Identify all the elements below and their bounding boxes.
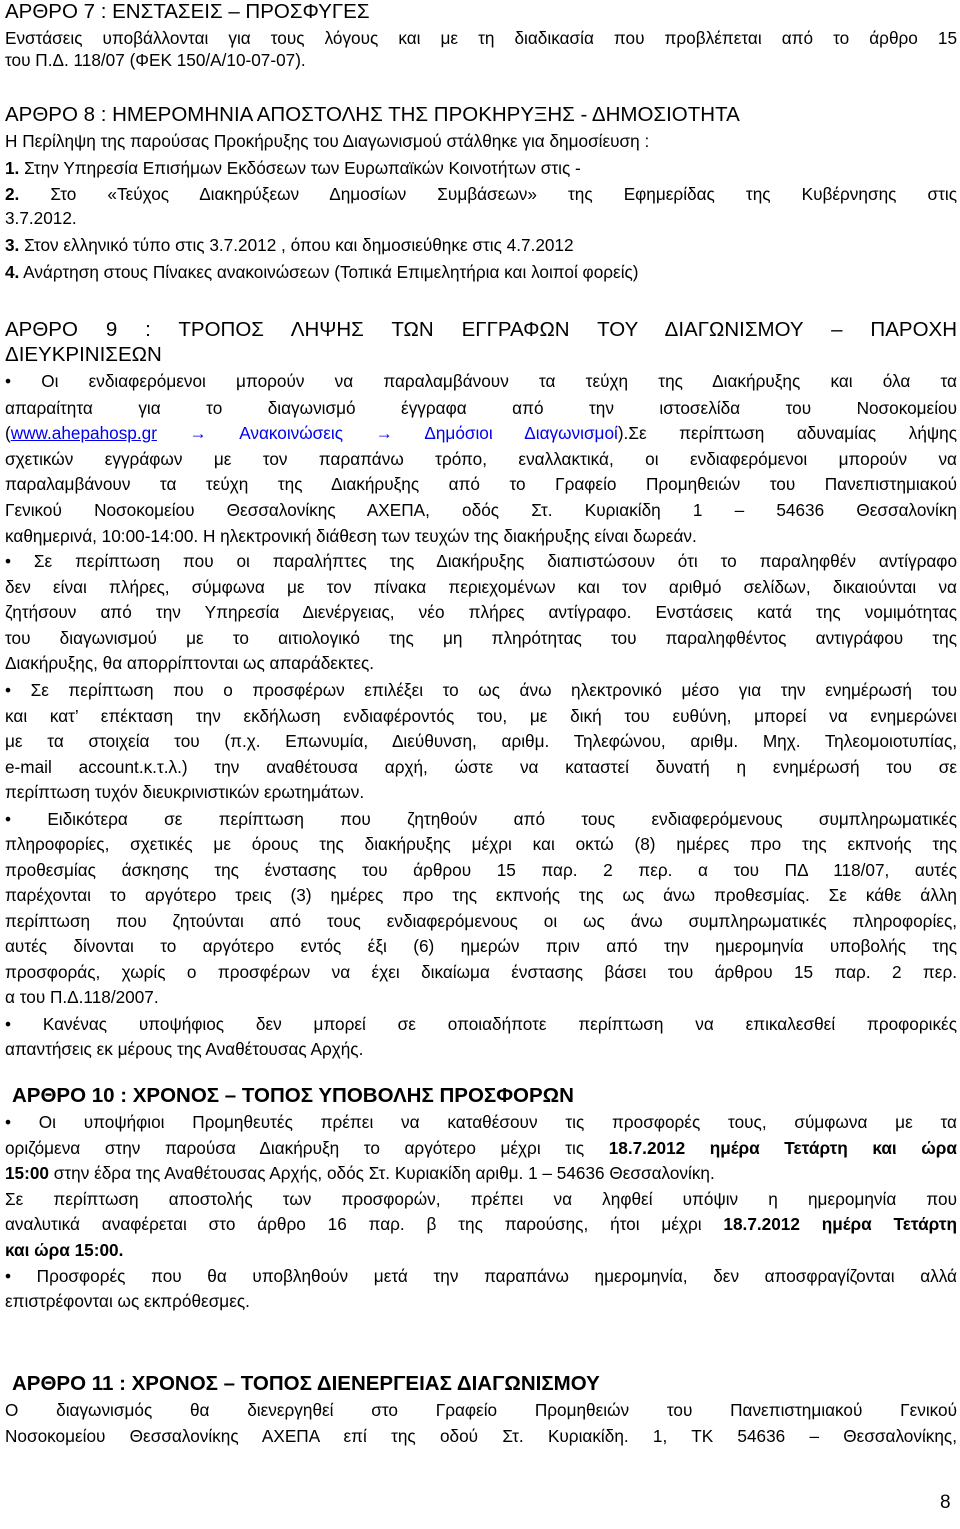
article-9-title-line-2: ΔΙΕΥΚΡΙΝΙΣΕΩΝ xyxy=(5,343,162,366)
article-9-p2-line-3: ζητήσουν από την Υπηρεσία Διενέργειας, νέο πλήρες αντίγραφο. Ενστάσεις κατά της νομιμότητας xyxy=(5,602,957,622)
article-9-p2-line-5: Διακήρυξης, θα απορρίπτονται ως απαράδεκτες. xyxy=(5,653,375,673)
article-9-p1-line-7: καθημερινά, 10:00-14:00. Η ηλεκτρονική διάθεση των τευχών της διακήρυξης είναι δωρεάν. xyxy=(5,526,697,546)
article-9-p4-line-5: περίπτωση που ζητούνται από τους ενδιαφερόμενους οι ως άνω συμπληρωματικές πληροφορίες, xyxy=(5,911,957,931)
article-9-p3-line-4: e-mail account.κ.τ.λ.) την αναθέτουσα αρχή, ώστε να καταστεί δυνατή η ενημέρωσή του σε xyxy=(5,757,957,777)
article-9-p1-line-4: σχετικών εγγράφων με τον παραπάνω τρόπο, εναλλακτικά, οι ενδιαφερόμενοι μπορούν να xyxy=(5,449,957,469)
article-9-p4-line-2: πληροφορίες, σχετικές με όρους της διακήρυξης μέχρι και οκτώ (8) ημέρες προ της εκπνοής της xyxy=(5,834,957,854)
article-10-title: ΑΡΘΡΟ 10 : ΧΡΟΝΟΣ – ΤΟΠΟΣ ΥΠΟΒΟΛΗΣ ΠΡΟΣΦΟΡΩΝ xyxy=(12,1084,574,1107)
article-8-item-3: 3. Στον ελληνικό τύπο στις 3.7.2012 , όπου και δημοσιεύθηκε στις 4.7.2012 xyxy=(5,235,574,255)
article-9-p3-line-1: • Σε περίπτωση που ο προσφέρων επιλέξει το ως άνω ηλεκτρονικό μέσο για την ενημέρωσή του xyxy=(5,680,957,700)
article-9-p5-line-1: • Κανένας υποψήφιος δεν μπορεί σε οποιαδήποτε περίπτωση να επικαλεσθεί προφορικές xyxy=(5,1014,957,1034)
article-8-intro: Η Περίληψη της παρούσας Προκήρυξης του Διαγωνισμού στάλθηκε για δημοσίευση : xyxy=(5,131,650,151)
article-10-p2-line-3: και ώρα 15:00. xyxy=(5,1240,124,1260)
article-9-p4-line-7: προσφοράς, χωρίς ο προσφέρων να έχει δικαίωμα ένστασης βάσει του άρθρου 15 παρ. 2 περ. xyxy=(5,962,957,982)
article-9-p3-line-3: με τα στοιχεία του (π.χ. Επωνυμία, Διεύθυνση, αριθμ. Τηλεφώνου, αριθμ. Μηχ. Τηλεομοιοτυπίας, xyxy=(5,731,957,751)
article-10-p1-line-3: 15:00 στην έδρα της Αναθέτουσας Αρχής, οδός Στ. Κυριακίδη αριθμ. 1 – 54636 Θεσσαλονίκη. xyxy=(5,1163,715,1183)
article-8-item-4: 4. Ανάρτηση στους Πίνακες ανακοινώσεων (Τοπικά Επιμελητήρια και λοιποί φορείς) xyxy=(5,262,639,282)
article-9-p4-line-4: παρέχονται το αργότερο τρεις (3) ημέρες προ της εκπνοής της ως άνω προθεσμίας. Σε κάθε άλλη xyxy=(5,885,957,905)
article-7-title: ΑΡΘΡΟ 7 : ΕΝΣΤΑΣΕΙΣ – ΠΡΟΣΦΥΓΕΣ xyxy=(5,0,370,23)
article-10-p2-line-2: αναλυτικά αναφέρεται στο άρθρο 16 παρ. β της παρούσης, ήτοι μέχρι 18.7.2012 ημέρα Τετάρτη xyxy=(5,1214,957,1234)
article-8-item-1: 1. Στην Υπηρεσία Επισήμων Εκδόσεων των Ευρωπαϊκών Κοινοτήτων στις - xyxy=(5,158,581,178)
article-9-p3-line-5: περίπτωση τυχόν διευκρινιστικών ερωτημάτων. xyxy=(5,782,365,802)
article-9-p1-line-6: Γενικού Νοσοκομείου Θεσσαλονίκης ΑΧΕΠΑ, οδός Στ. Κυριακίδη 1 – 54636 Θεσσαλονίκη xyxy=(5,500,957,520)
article-9-title-line-1: ΑΡΘΡΟ 9 : ΤΡΟΠΟΣ ΛΗΨΗΣ ΤΩΝ ΕΓΓΡΑΦΩΝ ΤΟΥ ΔΙΑΓΩΝΙΣΜΟΥ – ΠΑΡΟΧΗ xyxy=(5,318,957,341)
article-8-item-2-date: 3.7.2012. xyxy=(5,208,77,228)
article-10-p3-line-2: επιστρέφονται ως εκπρόθεσμες. xyxy=(5,1291,250,1311)
article-9-p4-line-6: αυτές δίνονται το αργότερο εντός έξι (6) ημερών πριν από την ημερομηνία υποβολής της xyxy=(5,936,957,956)
article-9-p1-line-5: παραλαμβάνουν τα τεύχη της Διακήρυξης από το Γραφείο Προμηθειών του Πανεπιστημιακού xyxy=(5,474,957,494)
article-11-line-2: Νοσοκομείου Θεσσαλονίκης ΑΧΕΠΑ επί της οδού Στ. Κυριακίδη. 1, ΤΚ 54636 – Θεσσαλονίκης, xyxy=(5,1426,957,1446)
article-9-p3-line-2: και κατ’ επέκταση την εκδήλωση ενδιαφέροντός του, με δική του ευθύνη, μπορεί να ενημερώνει xyxy=(5,706,957,726)
article-9-p1-line-2: απαραίτητα για το διαγωνισμό έγγραφα από την ιστοσελίδα του Νοσοκομείου xyxy=(5,398,957,418)
article-9-p2-line-4: του διαγωνισμού με το αιτιολογικό της μη πληρότητας του παραληφθέντος αντιγράφου της xyxy=(5,628,957,648)
article-9-p4-line-8: α του Π.Δ.118/2007. xyxy=(5,987,159,1007)
website-path: → Ανακοινώσεις → Δημόσιοι Διαγωνισμοί xyxy=(156,423,618,443)
article-10-p3-line-1: • Προσφορές που θα υποβληθούν μετά την παραπάνω ημερομηνία, δεν αποσφραγίζονται αλλά xyxy=(5,1266,957,1286)
article-8-item-2: 2. Στο «Τεύχος Διακηρύξεων Δημοσίων Συμβάσεων» της Εφημερίδας της Κυβέρνησης στις xyxy=(5,184,957,204)
article-7-line-2: του Π.Δ. 118/07 (ΦΕΚ 150/Α/10-07-07). xyxy=(5,50,306,70)
article-11-line-1: Ο διαγωνισμός θα διενεργηθεί στο Γραφείο Προμηθειών του Πανεπιστημιακού Γενικού xyxy=(5,1400,957,1420)
article-9-p1-line-1: • Οι ενδιαφερόμενοι μπορούν να παραλαμβάνουν τα τεύχη της Διακήρυξης και όλα τα xyxy=(5,371,957,391)
article-9-p4-line-1: • Ειδικότερα σε περίπτωση που ζητηθούν από τους ενδιαφερόμενους συμπληρωματικές xyxy=(5,809,957,829)
article-10-p1-line-2: οριζόμενα στην παρούσα Διακήρυξη το αργότερο μέχρι τις 18.7.2012 ημέρα Τετάρτη και ώρα xyxy=(5,1138,957,1158)
article-11-title: ΑΡΘΡΟ 11 : ΧΡΟΝΟΣ – ΤΟΠΟΣ ΔΙΕΝΕΡΓΕΙΑΣ ΔΙΑΓΩΝΙΣΜΟΥ xyxy=(12,1372,600,1395)
page-number: 8 xyxy=(940,1492,951,1513)
article-9-p2-line-2: δεν είναι πλήρες, σύμφωνα με τον πίνακα περιεχομένων και τον αριθμό σελίδων, δικαιούνται να xyxy=(5,577,957,597)
article-7-line-1: Ενστάσεις υποβάλλονται για τους λόγους και με τη διαδικασία που προβλέπεται από το άρθρο 15 xyxy=(5,28,957,48)
article-9-p5-line-2: απαντήσεις εκ μέρους της Αναθέτουσας Αρχής. xyxy=(5,1039,364,1059)
article-9-p4-line-3: προθεσμίας άσκησης της ένστασης του άρθρου 15 παρ. 2 περ. α του ΠΔ 118/07, αυτές xyxy=(5,860,957,880)
article-8-title: ΑΡΘΡΟ 8 : ΗΜΕΡΟΜΗΝΙΑ ΑΠΟΣΤΟΛΗΣ ΤΗΣ ΠΡΟΚΗΡΥΞΗΣ - ΔΗΜΟΣΙΟΤΗΤΑ xyxy=(5,103,740,126)
hospital-website-link[interactable]: www.ahepahosp.gr xyxy=(10,423,157,443)
article-10-p2-line-1: Σε περίπτωση αποστολής των προσφορών, πρέπει να ληφθεί υπόψιν η ημερομηνία που xyxy=(5,1189,957,1209)
article-9-p1-line-3: (www.ahepahosp.gr → Ανακοινώσεις → Δημόσιοι Διαγωνισμοί).Σε περίπτωση αδυναμίας λήψης xyxy=(5,423,957,443)
article-10-p1-line-1: • Οι υποψήφιοι Προμηθευτές πρέπει να καταθέσουν τις προσφορές τους, σύμφωνα με τα xyxy=(5,1112,957,1132)
article-9-p2-line-1: • Σε περίπτωση που οι παραλήπτες της Διακήρυξης διαπιστώσουν ότι το παραληφθέν αντίγραφο xyxy=(5,551,957,571)
